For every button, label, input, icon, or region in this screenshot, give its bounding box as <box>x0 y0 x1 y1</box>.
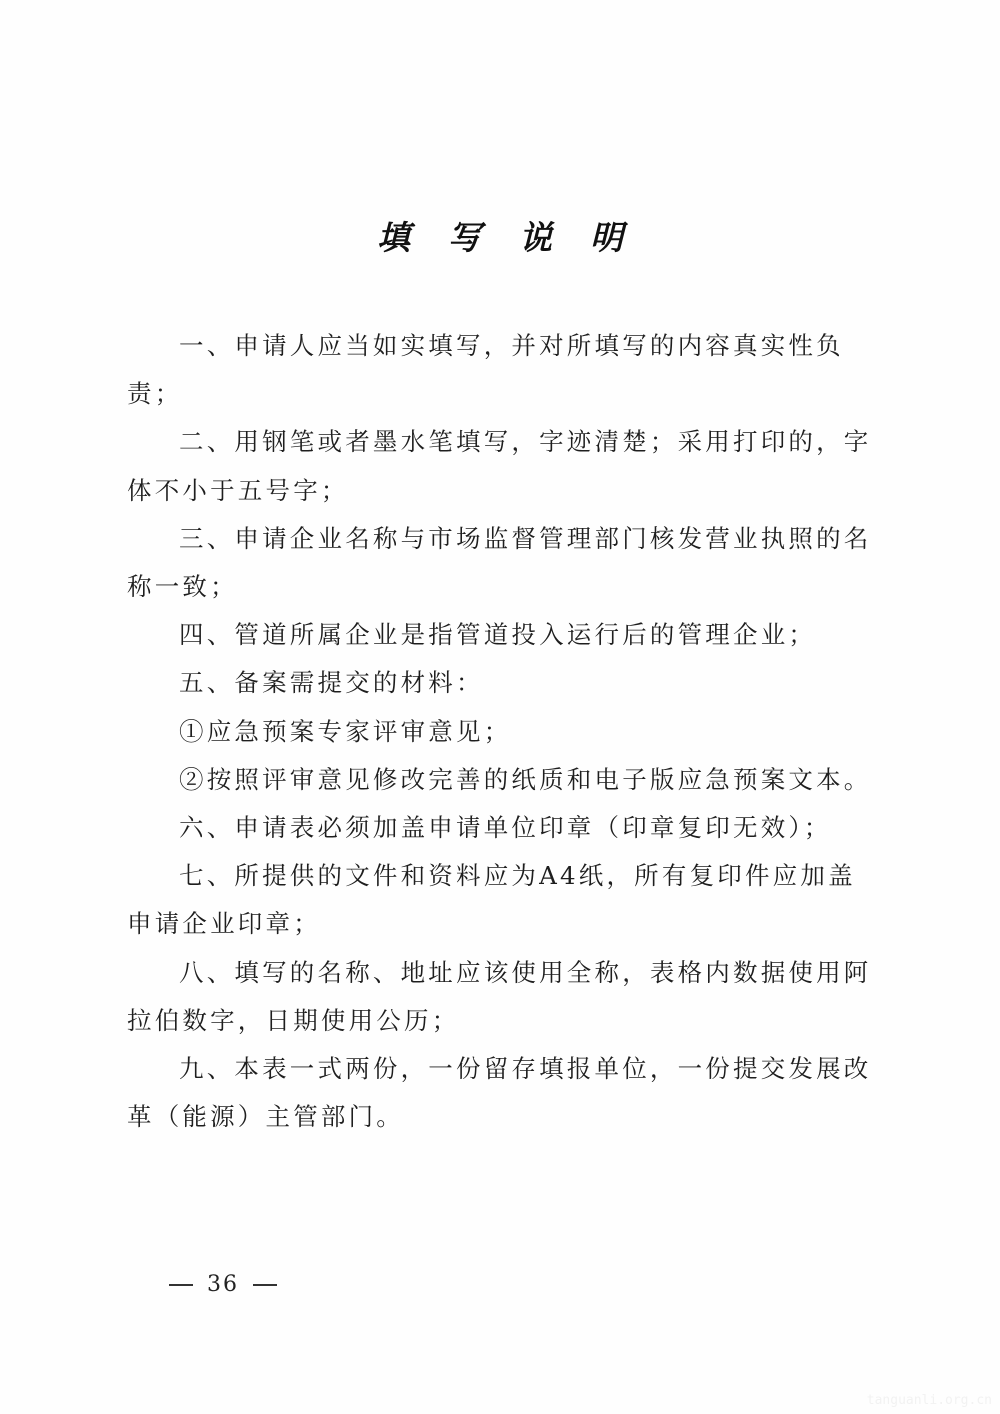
instruction-item-7: 七、所提供的文件和资料应为A4纸，所有复印件应加盖申请企业印章； <box>127 861 856 939</box>
instruction-item-1: 一、申请人应当如实填写，并对所填写的内容真实性负责； <box>127 331 844 409</box>
instruction-item-5: 五、备案需提交的材料： <box>179 668 484 698</box>
instruction-item-2: 二、用钢笔或者墨水笔填写，字迹清楚；采用打印的，字体不小于五号字； <box>127 427 872 505</box>
watermark: tanguanli.org.cn <box>866 1393 992 1408</box>
instruction-item-4: 四、管道所属企业是指管道投入运行后的管理企业； <box>179 620 817 650</box>
dash-left <box>169 1284 193 1286</box>
instruction-item-8: 八、填写的名称、地址应该使用全称，表格内数据使用阿拉伯数字，日期使用公历； <box>127 957 872 1035</box>
dash-right <box>253 1284 277 1286</box>
instruction-subitem-1: ①应急预案专家评审意见； <box>179 716 512 746</box>
page-number-footer <box>155 1272 291 1297</box>
instruction-subitem-2: ②按照评审意见修改完善的纸质和电子版应急预案文本。 <box>179 764 872 794</box>
instruction-item-3: 三、申请企业名称与市场监督管理部门核发营业执照的名称一致； <box>127 523 872 602</box>
page-title: 填写说明 <box>377 218 661 257</box>
instruction-item-9: 九、本表一式两份，一份留存填报单位，一份提交发展改革（能源）主管部门。 <box>127 1054 872 1132</box>
instruction-item-6: 六、申请表必须加盖申请单位印章（印章复印无效）； <box>179 813 832 843</box>
page-number: 36 <box>207 1272 239 1297</box>
instructions-body <box>127 322 877 1141</box>
